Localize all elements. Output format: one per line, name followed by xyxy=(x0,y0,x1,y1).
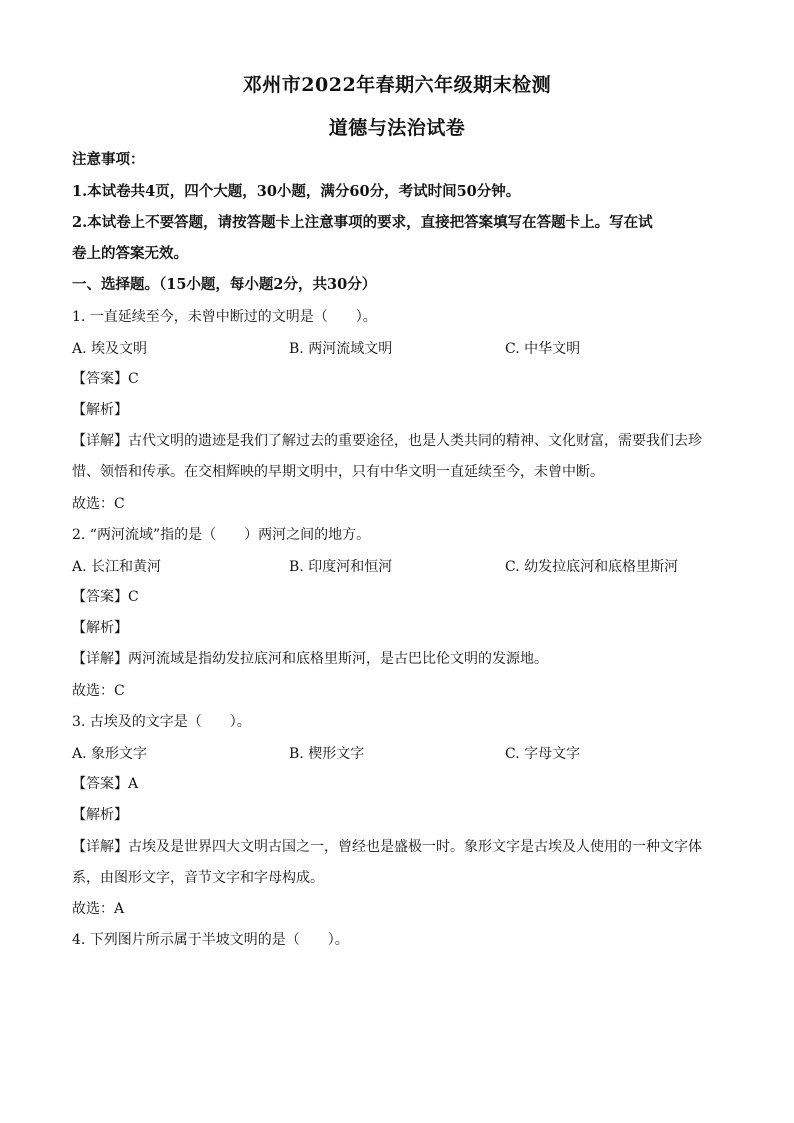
section-heading: 一、选择题。（15小题，每小题2分，共30分） xyxy=(72,276,377,293)
notice-item-1: 1.本试卷共4页，四个大题，30小题，满分60分，考试时间50分钟。 xyxy=(72,183,521,200)
question-3-option-c: C. 字母文字 xyxy=(505,746,581,762)
question-1-choice: 故选：C xyxy=(72,496,125,512)
exam-subtitle: 道德与法治试卷 xyxy=(328,117,466,139)
question-3-analysis: 【解析】 xyxy=(72,807,128,823)
question-2-option-b: B. 印度河和恒河 xyxy=(289,559,393,575)
question-3-option-a: A. 象形文字 xyxy=(72,746,148,762)
question-3-detail-line2: 系，由图形文字，音节文字和字母构成。 xyxy=(72,870,324,886)
question-2-analysis: 【解析】 xyxy=(72,620,128,636)
question-1-option-b: B. 两河流域文明 xyxy=(289,341,393,357)
question-1-answer: 【答案】C xyxy=(72,371,139,387)
question-2-option-c: C. 幼发拉底河和底格里斯河 xyxy=(505,559,679,575)
question-3-option-b: B. 楔形文字 xyxy=(289,746,365,762)
notice-item-2-line2: 卷上的答案无效。 xyxy=(72,245,188,262)
question-1-detail-line1: 【详解】古代文明的遗迹是我们了解过去的重要途径，也是人类共同的精神、文化财富，需要我们去珍 xyxy=(72,433,702,449)
notice-item-2-line1: 2.本试卷上不要答题，请按答题卡上注意事项的要求，直接把答案填写在答题卡上。写在试 xyxy=(72,214,653,231)
question-1-option-a: A. 埃及文明 xyxy=(72,341,148,357)
question-4-stem: 4. 下列图片所示属于半坡文明的是（ ）。 xyxy=(72,932,349,948)
question-3-choice: 故选：A xyxy=(72,901,125,917)
question-2-detail-line1: 【详解】两河流域是指幼发拉底河和底格里斯河，是古巴比伦文明的发源地。 xyxy=(72,651,548,667)
question-1-option-c: C. 中华文明 xyxy=(505,341,581,357)
question-2-option-a: A. 长江和黄河 xyxy=(72,559,162,575)
exam-title: 邓州市2022年春期六年级期末检测 xyxy=(242,74,552,96)
question-2-choice: 故选：C xyxy=(72,683,125,699)
question-3-stem: 3. 古埃及的文字是（ ）。 xyxy=(72,714,251,730)
question-1-stem: 1. 一直延续至今，未曾中断过的文明是（ ）。 xyxy=(72,309,377,325)
notice-heading: 注意事项： xyxy=(72,151,145,168)
question-1-analysis: 【解析】 xyxy=(72,402,128,418)
question-2-answer: 【答案】C xyxy=(72,589,139,605)
question-2-stem: 2. “两河流域”指的是（ ）两河之间的地方。 xyxy=(72,527,371,543)
question-3-detail-line1: 【详解】古埃及是世界四大文明古国之一，曾经也是盛极一时。象形文字是古埃及人使用的一种文字体 xyxy=(72,839,702,855)
question-3-answer: 【答案】A xyxy=(72,776,139,792)
question-1-detail-line2: 惜、领悟和传承。在交相辉映的早期文明中，只有中华文明一直延续至今，未曾中断。 xyxy=(72,464,604,480)
